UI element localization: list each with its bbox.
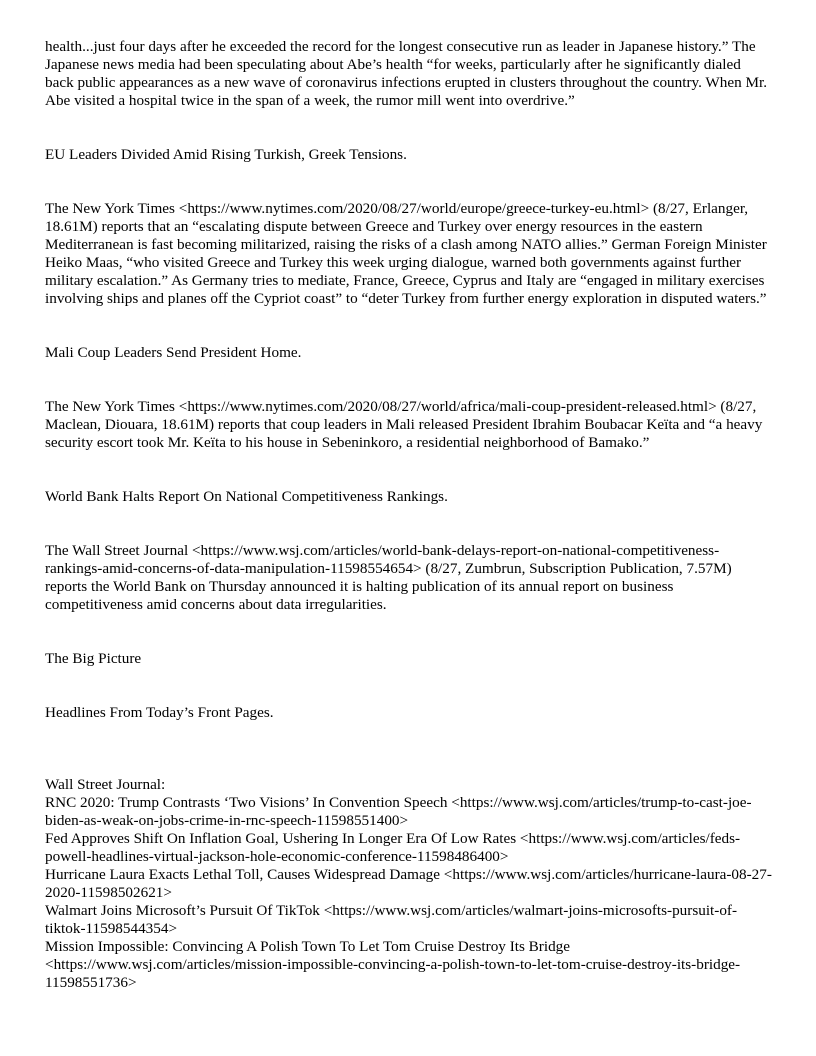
wsj-headline-item[interactable]: Fed Approves Shift On Inflation Goal, Ushering In Longer Era Of Low Rates <https://www.wsj.com/articles/feds-powell-headlines-virtual-jackson-hole-economic-conference-11598486400> xyxy=(45,830,741,865)
wsj-label: Wall Street Journal: xyxy=(45,776,166,793)
eu-body-paragraph: The New York Times <https://www.nytimes.com/2020/08/27/world/europe/greece-turkey-eu.html> (8/27, Erlanger, 18.61M) reports that an “escalating dispute between Greece and Turkey over energy resources in the eastern Mediterranean is fast becoming militarized, raising the risks of a clash among NATO allies.” German Foreign Minister Heiko Maas, “who visited Greece and Turkey this week urging dialogue, warned both governments against further military escalation.” As Germany tries to mediate, France, Greece, Cyprus and Italy are “engaged in military exercises involving ships and planes off the Cypriot coast” to “deter Turkey from further energy exploration in disputed waters.” xyxy=(45,200,767,307)
abe-continuation-paragraph: health...just four days after he exceeded the record for the longest consecutive run as leader in Japanese history.” The Japanese news media had been speculating about Abe’s health “for weeks, particularly after he significantly dialed back public appearances as a new wave of coronavirus infections erupted in clusters throughout the country. When Mr. Abe visited a hospital twice in the span of a week, the rumor mill went into overdrive.” xyxy=(45,38,768,109)
spacer xyxy=(45,308,773,344)
eu-headline: EU Leaders Divided Amid Rising Turkish, Greek Tensions. xyxy=(45,146,407,163)
wsj-headline-item[interactable]: Walmart Joins Microsoft’s Pursuit Of TikTok <https://www.wsj.com/articles/walmart-joins-microsofts-pursuit-of-tiktok-11598544354> xyxy=(45,902,738,937)
big-picture-subtitle: Headlines From Today’s Front Pages. xyxy=(45,704,274,721)
mali-headline: Mali Coup Leaders Send President Home. xyxy=(45,344,302,361)
wsj-headline-item[interactable]: RNC 2020: Trump Contrasts ‘Two Visions’ In Convention Speech <https://www.wsj.com/articles/trump-to-cast-joe-biden-as-weak-on-jobs-crime-in-rnc-speech-11598551400> xyxy=(45,794,752,829)
spacer xyxy=(45,164,773,200)
worldbank-headline: World Bank Halts Report On National Competitiveness Rankings. xyxy=(45,488,448,505)
spacer xyxy=(45,452,773,488)
worldbank-body-paragraph: The Wall Street Journal <https://www.wsj.com/articles/world-bank-delays-report-on-national-competitiveness-rankings-amid-concerns-of-data-manipulation-11598554654> (8/27, Zumbrun, Subscription Publication, 7.57M) reports the World Bank on Thursday announced it is halting publication of its annual report on business competitiveness amid concerns about data irregularities. xyxy=(45,542,732,613)
big-picture-title: The Big Picture xyxy=(45,650,142,667)
document-page xyxy=(45,38,773,992)
spacer xyxy=(45,614,773,650)
mali-body-paragraph: The New York Times <https://www.nytimes.com/2020/08/27/world/africa/mali-coup-president-released.html> (8/27, Maclean, Diouara, 18.61M) reports that coup leaders in Mali released President Ibrahim Boubacar Keïta and “a heavy security escort took Mr. Keïta to his house in Sebeninkoro, a residential neighborhood of Bamako.” xyxy=(45,398,763,451)
spacer xyxy=(45,110,773,146)
spacer xyxy=(45,362,773,398)
spacer xyxy=(45,668,773,704)
spacer xyxy=(45,722,773,776)
wsj-headlines-list xyxy=(45,776,773,992)
wsj-headline-item[interactable]: Hurricane Laura Exacts Lethal Toll, Causes Widespread Damage <https://www.wsj.com/articles/hurricane-laura-08-27-2020-11598502621> xyxy=(45,866,772,901)
spacer xyxy=(45,506,773,542)
wsj-headline-item[interactable]: Mission Impossible: Convincing A Polish Town To Let Tom Cruise Destroy Its Bridge <https://www.wsj.com/articles/mission-impossible-convincing-a-polish-town-to-let-tom-cruise-destroy-its-bridge-11598551736> xyxy=(45,938,741,991)
